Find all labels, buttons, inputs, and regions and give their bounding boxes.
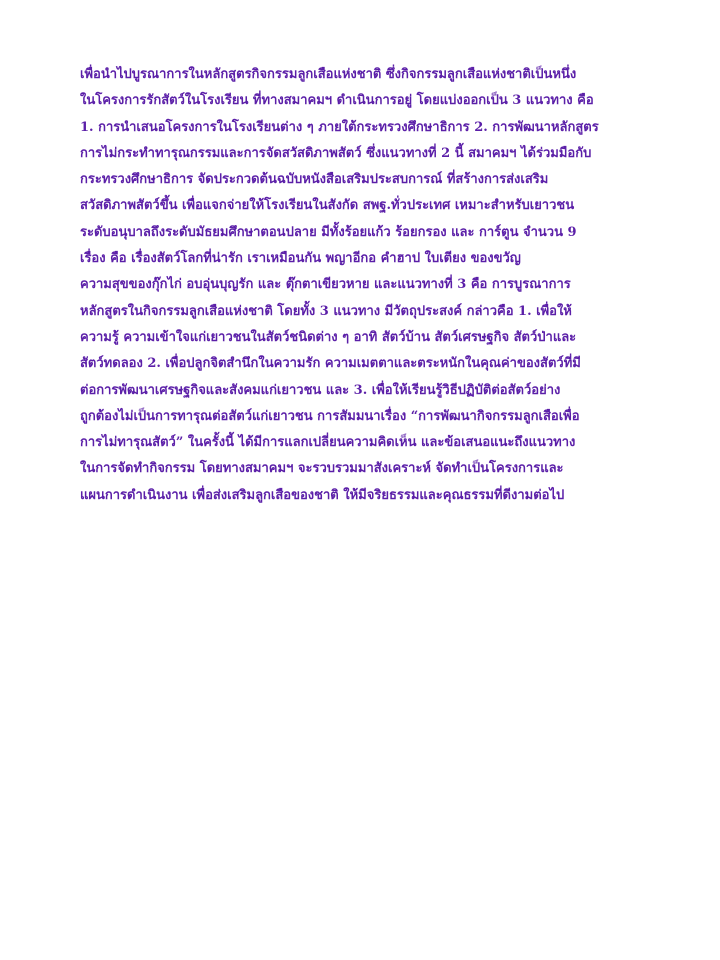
paragraph-line: กระทรวงศึกษาธิการ จัดประกวดต้นฉบับหนังสือเสริมประสบการณ์ ที่สร้างการส่งเสริม xyxy=(80,172,549,188)
paragraph-line: แผนการดำเนินงาน เพื่อส่งเสริมลูกเสือของชาติ ให้มีจริยธรรมและคุณธรรมที่ดีงามต่อไป xyxy=(80,487,565,503)
paragraph-line: 1. การนำเสนอโครงการในโรงเรียนต่าง ๆ ภายใต้กระทรวงศึกษาธิการ 2. การพัฒนาหลักสูตร xyxy=(80,119,599,135)
paragraph-line: ถูกต้องไม่เป็นการทารุณต่อสัตว์แก่เยาวชน การสัมมนาเรื่อง “การพัฒนากิจกรรมลูกเสือเพื่อ xyxy=(80,408,580,424)
paragraph-line: ความสุขของกุ๊กไก่ อบอุ่นบุญรัก และ ตุ๊กตาเขียวหาย และแนวทางที่ 3 คือ การบูรณาการ xyxy=(80,277,571,293)
paragraph-line: การไม่กระทำทารุณกรรมและการจัดสวัสดิภาพสัตว์ ซึ่งแนวทางที่ 2 นี้ สมาคมฯ ได้ร่วมมือกับ xyxy=(80,145,592,161)
paragraph-line: ในโครงการรักสัตว์ในโรงเรียน ที่ทางสมาคมฯ ดำเนินการอยู่ โดยแบ่งออกเป็น 3 แนวทาง คือ xyxy=(80,93,594,109)
paragraph-line: สัตว์ทดลอง 2. เพื่อปลูกจิตสำนึกในความรัก ความเมตตาและตระหนักในคุณค่าของสัตว์ที่มี xyxy=(80,356,581,372)
paragraph xyxy=(80,62,680,509)
paragraph-line: ในการจัดทำกิจกรรม โดยทางสมาคมฯ จะรวบรวมมาสังเคราะห์ จัดทำเป็นโครงการและ xyxy=(80,461,564,477)
paragraph-line: เรื่อง คือ เรื่องสัตว์โลกที่น่ารัก เราเหมือนกัน พญาอีกอ คำฮาป ใบเตียง ของขวัญ xyxy=(80,251,521,267)
paragraph-line: หลักสูตรในกิจกรรมลูกเสือแห่งชาติ โดยทั้ง 3 แนวทาง มีวัตถุประสงค์ กล่าวคือ 1. เพื่อให้ xyxy=(80,303,572,319)
paragraph-line: เพื่อนำไปบูรณาการในหลักสูตรกิจกรรมลูกเสือแห่งชาติ ซึ่งกิจกรรมลูกเสือแห่งชาติเป็นหนึ่ง xyxy=(80,67,577,82)
paragraph-line: การไม่ทารุณสัตว์” ในครั้งนี้ ได้มีการแลกเปลี่ยนความคิดเห็น และข้อเสนอแนะถึงแนวทาง xyxy=(80,435,576,451)
paragraph-line: ความรู้ ความเข้าใจแก่เยาวชนในสัตว์ชนิดต่าง ๆ อาทิ สัตว์บ้าน สัตว์เศรษฐกิจ สัตว์ป่าและ xyxy=(80,329,577,345)
paragraph-line: ระดับอนุบาลถึงระดับมัธยมศึกษาตอนปลาย มีทั้งร้อยแก้ว ร้อยกรอง และ การ์ตูน จำนวน 9 xyxy=(80,224,577,240)
paragraph-line: ต่อการพัฒนาเศรษฐกิจและสังคมแก่เยาวชน และ 3. เพื่อให้เรียนรู้วิธีปฏิบัติต่อสัตว์อย่าง xyxy=(80,382,561,398)
paragraph-line: สวัสดิภาพสัตว์ขึ้น เพื่อแจกจ่ายให้โรงเรียนในสังกัด สพฐ.ทั่วประเทศ เหมาะสำหรับเยาวชน xyxy=(80,198,575,214)
